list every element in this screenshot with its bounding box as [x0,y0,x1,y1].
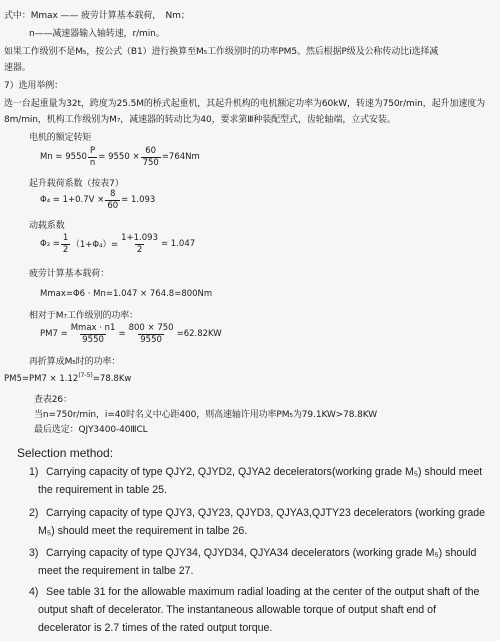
rated-torque-equation [40,147,200,167]
selection-item-number: 3) [29,547,39,559]
selection-item-text: Carrying capacity of type QJY3, QJY23, QJYD3, QJYA3,QJTY23 decelerators (working grade M₅) should meet the requirement in talbe 26. [38,507,486,537]
eq3-fraction-1 [61,234,70,254]
eq3-result: = 1.047 [160,239,196,249]
eq5-frac1-num: Mmax · n1 [70,323,116,333]
table-result: 当n=750r/min，i=40时名义中心距400，则高速轴许用功率PM₅为79.1KW>78.8KW [34,410,378,420]
selection-item-text: See table 31 for the allowable maximum radial loading at the center of the output shaft of the output shaft of decelerator. The instantaneous allowable torque of output shaft end of decelerator is 2.7 times of the rated output torque. [38,586,480,634]
selection-item [29,463,490,499]
m5-power-equation [4,372,131,384]
selection-item-number: 2) [29,507,39,519]
intro-line-2: n——减速器输入轴转速，r/min。 [29,29,165,39]
eq6-main: PM5=PM7 × 1.12 [4,373,79,384]
dynamic-coefficient-equation [40,234,195,254]
eq3-frac1-num: 1 [62,233,69,243]
selection-heading: Selection method: [17,446,114,460]
intro-line-1: 式中：Mmax —— 疲劳计算基本载荷， Nm； [4,11,190,21]
eq1-frac1-num: P [90,146,96,156]
eq3-frac2-num: 1+1.093 [121,233,158,243]
eq1-frac2-num: 60 [145,146,157,156]
eq1-fraction-2 [141,147,161,167]
eq2-frac-den: 60 [107,200,119,211]
eq5-frac2-den: 9550 [140,334,162,345]
intro-paragraph-line-2: 速器。 [4,63,31,73]
lift-load-equation [40,190,155,210]
eq5-fraction-2 [127,324,176,344]
example-paragraph-line-1: 选一台起重量为32t，跨度为25.5M的桥式起重机，其起升机构的电机额定功率为60kW，转速为750r/min，起升加速度为 [4,99,486,109]
lift-load-label: 起升载荷系数（按表7） [29,179,124,189]
rated-torque-label: 电机的额定转矩 [29,133,92,143]
eq2-result: = 1.093 [121,195,156,205]
selection-item-number: 1) [29,466,39,478]
eq6-result: =78.8Kw [92,373,132,384]
intro-paragraph-line-1: 如果工作级别不是M₅，按公式（B1）进行换算至M₅工作级别时的功率PM5。然后根据P级及公称传动比i选择减 [4,47,439,57]
dynamic-coefficient-label: 动载系数 [29,221,65,231]
example-heading: 7）选用举例： [4,81,64,91]
fatigue-load-equation: Mmax=Φ6 · Mn=1.047 × 764.8=800Nm [40,289,213,299]
eq1-fraction-1 [88,147,97,167]
eq1-frac1-den: n [89,157,96,168]
m7-power-label: 相对于M₇工作级别的功率： [29,311,139,321]
eq6-exponent: (7-5) [78,372,93,379]
eq3-fraction-2 [119,234,160,254]
m5-power-label: 再折算成M₅时的功率： [29,357,121,367]
example-paragraph-line-2: 8m/min，机构工作级别为M₇，减速器的转动比为40，要求第Ⅲ种装配型式，齿轮轴端，立式安装。 [4,115,396,125]
selection-item-text: Carrying capacity of type QJY34, QJYD34, QJYA34 decelerators (working grade M₅) should meet the requirement in talbe 27. [38,547,477,577]
m7-power-equation [40,324,222,344]
eq3-mid: （1+Φ₄）= [71,240,119,250]
fatigue-load-label: 疲劳计算基本载荷： [29,269,110,279]
eq1-lhs: Mn = 9550 [40,152,87,162]
eq3-lhs: Φ₂ = [40,239,60,249]
eq3-frac1-den: 2 [62,244,69,255]
eq3-frac2-den: 2 [136,244,143,255]
eq5-lhs: PM7 = [40,329,68,339]
selection-item [29,583,490,637]
eq1-mid: = 9550 × [98,152,140,162]
selection-item-number: 4) [29,586,39,598]
eq5-fraction-1 [69,324,118,344]
eq1-result: =764Nm [161,152,200,162]
eq1-frac2-den: 750 [142,157,159,168]
eq2-frac-num: 8 [110,189,116,199]
selection-item-text: Carrying capacity of type QJY2, QJYD2, QJYA2 decelerators(working grade M₅) should meet the requirement in table 25. [38,466,483,496]
eq2-lhs: Φ₄ = 1+0.7V × [40,195,105,205]
eq5-frac2-num: 800 × 750 [128,323,174,333]
final-selection: 最后选定：QJY3400-40ⅢCL [34,425,148,435]
eq5-frac1-den: 9550 [82,334,104,345]
table-reference: 查表26： [34,395,72,405]
eq5-mid: = [118,329,126,339]
selection-item [29,544,490,580]
eq5-result: =62.82KW [176,329,222,339]
selection-item [29,504,490,540]
eq2-fraction [105,190,120,210]
